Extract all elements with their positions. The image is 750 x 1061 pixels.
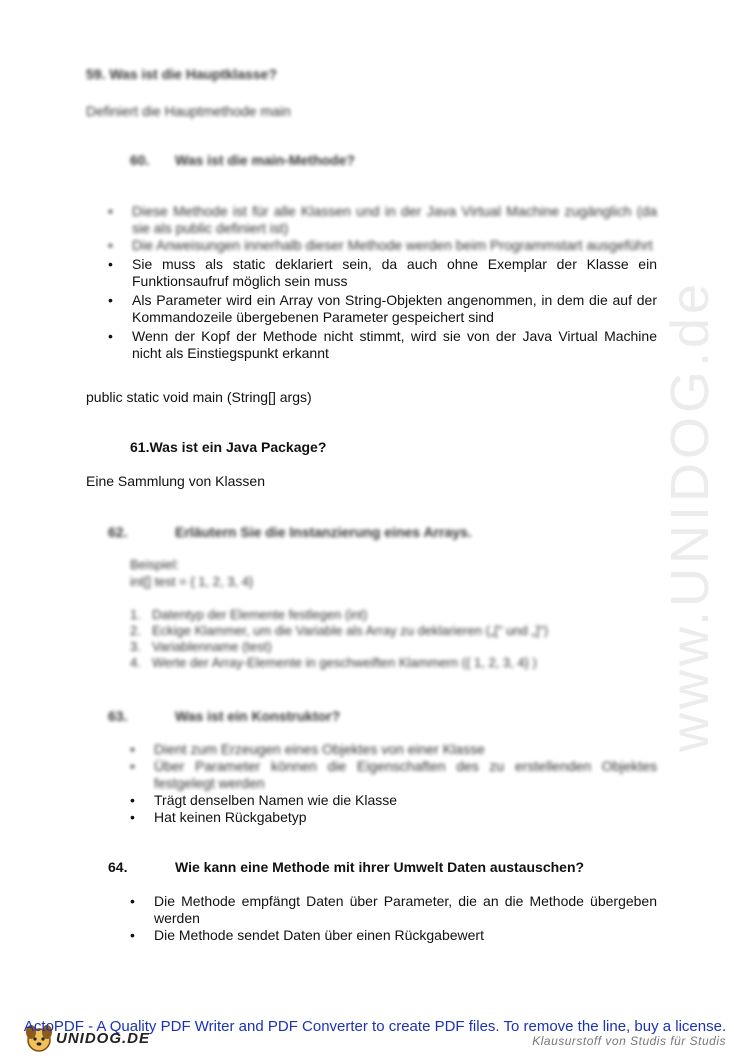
list-item: • Die Methode empfängt Daten über Parameter, die an die Methode übergeben werden: [130, 893, 657, 927]
list-item: • Sie muss als static deklariert sein, da auch ohne Exemplar der Klasse ein Funktionsaufruf möglich sein muss: [108, 256, 657, 290]
logo-text: UNIDOG.DE: [56, 1030, 151, 1047]
list-item: • Als Parameter wird ein Array von String-Objekten angenommen, in dem die auf der Kommandozeile übergebenen Parameter gespeichert sind: [108, 292, 657, 326]
list-item: [130, 623, 670, 639]
step-number: 3.: [130, 639, 141, 654]
step-text: Werte der Array-Elemente in geschweiften Klammern ({ 1, 2, 3, 4} ): [152, 655, 537, 670]
list-item: • Die Anweisungen innerhalb dieser Methode werden beim Programmstart ausgeführt: [108, 237, 657, 254]
step-number: 4.: [130, 655, 141, 670]
question-64-title: Wie kann eine Methode mit ihrer Umwelt Daten austauschen?: [175, 859, 585, 875]
step-text: Variablenname (test): [152, 639, 272, 654]
list-item: [130, 639, 670, 655]
footer-tagline: Klausurstoff von Studis für Studis: [532, 1034, 726, 1048]
question-60-number: 60.: [130, 152, 150, 168]
list-item: • Über Parameter können die Eigenschaften des zu erstellenden Objektes festgelegt werden: [130, 758, 657, 792]
question-59-title: 59. Was ist die Hauptklasse?: [86, 66, 277, 82]
question-62-title: Erläutern Sie die Instanzierung eines Arrays.: [175, 524, 472, 540]
question-59-answer: Definiert die Hauptmethode main: [86, 103, 291, 119]
main-method-signature: public static void main (String[] args): [86, 389, 312, 405]
question-60-title: Was ist die main-Methode?: [175, 152, 355, 168]
question-64-list: [130, 893, 657, 944]
list-item: • Die Methode sendet Daten über einen Rückgabewert: [130, 927, 657, 944]
question-64-number: 64.: [108, 859, 128, 875]
question-62-example-label: Beispiel:: [130, 557, 180, 572]
question-61-title: 61.Was ist ein Java Package?: [130, 439, 327, 455]
question-62-example-code: int[] test = { 1, 2, 3, 4}: [130, 574, 254, 589]
question-62-number: 62.: [108, 524, 128, 540]
list-item: • Dient zum Erzeugen eines Objektes von einer Klasse: [130, 741, 657, 758]
question-60-list: [108, 203, 657, 362]
list-item: • Wenn der Kopf der Methode nicht stimmt, wird sie von der Java Virtual Machine nicht als Einstiegspunkt erkannt: [108, 328, 657, 362]
license-banner[interactable]: ActoPDF - A Quality PDF Writer and PDF Converter to create PDF files. To remove the line, buy a license.: [23, 1018, 727, 1035]
question-63-number: 63.: [108, 708, 128, 724]
question-62-steps: [130, 607, 670, 671]
list-item: • Trägt denselben Namen wie die Klasse: [130, 792, 657, 809]
list-item: [130, 607, 670, 623]
question-63-title: Was ist ein Konstruktor?: [175, 708, 341, 724]
watermark-text: www.UNIDOG.de: [660, 279, 720, 753]
question-63-list: [130, 741, 657, 826]
list-item: • Diese Methode ist für alle Klassen und in der Java Virtual Machine zugänglich (da sie als public definiert ist): [108, 203, 657, 237]
question-61-answer: Eine Sammlung von Klassen: [86, 473, 265, 489]
list-item: [130, 655, 670, 671]
step-number: 2.: [130, 623, 141, 638]
step-number: 1.: [130, 607, 141, 622]
list-item: • Hat keinen Rückgabetyp: [130, 809, 657, 826]
step-text: Datentyp der Elemente festlegen (int): [152, 607, 368, 622]
step-text: Eckige Klammer, um die Variable als Array zu deklarieren („[" und „]"): [152, 623, 549, 638]
